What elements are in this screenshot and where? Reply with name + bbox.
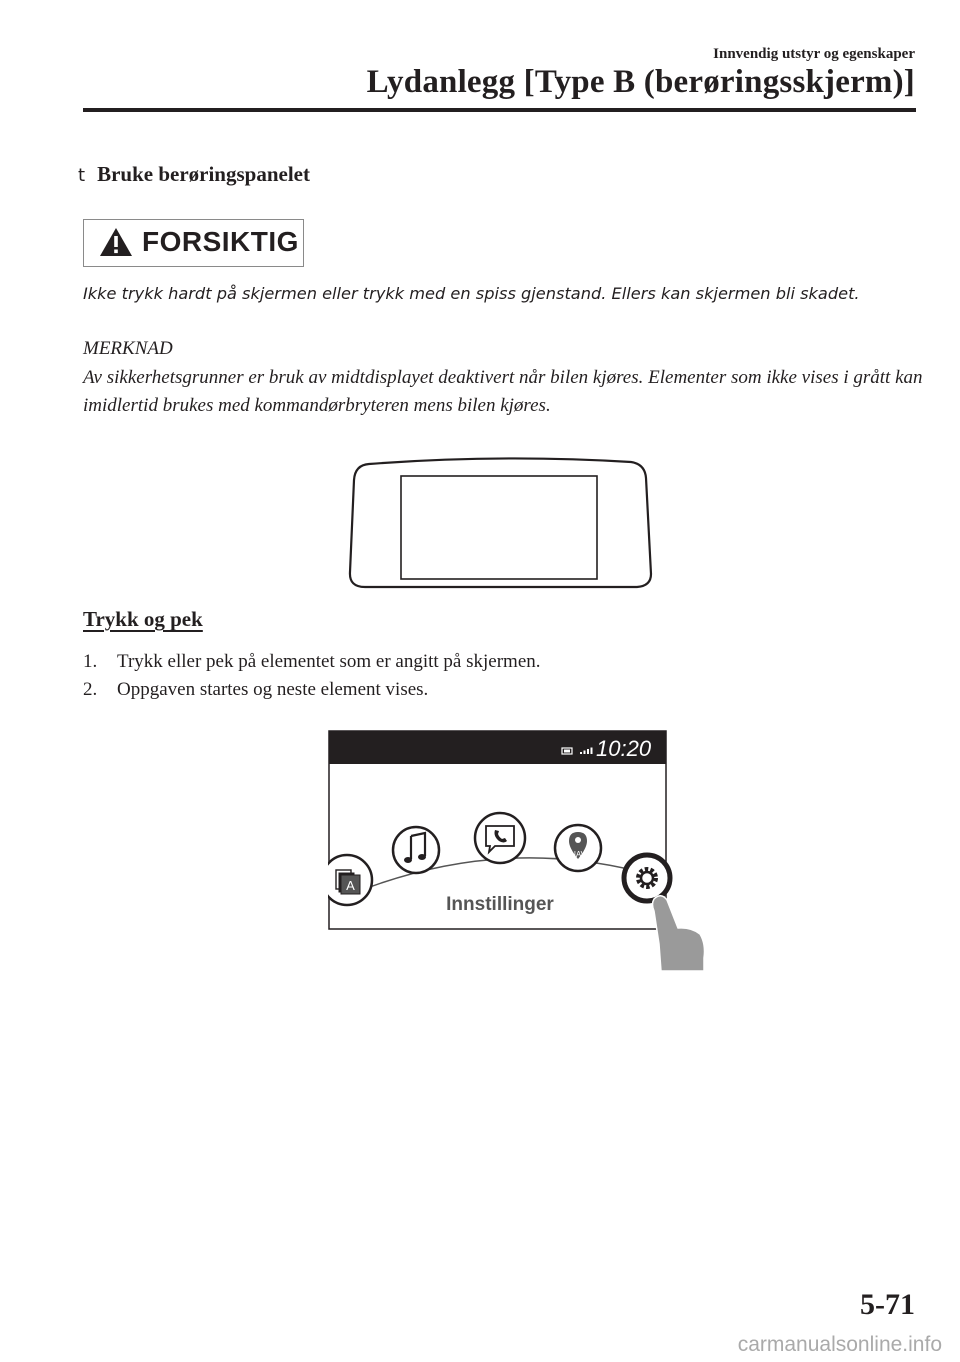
subsection-heading: Trykk og pek <box>83 607 203 631</box>
steps-list <box>83 648 541 704</box>
warning-icon <box>99 227 133 257</box>
center-display-illustration <box>345 456 655 591</box>
caution-box <box>83 219 304 267</box>
page-title: Lydanlegg [Type B (berøringsskjerm)] <box>366 64 915 100</box>
section-heading: Bruke berøringspanelet <box>97 162 310 186</box>
chapter-subtitle: Innvendig utstyr og egenskaper <box>713 46 915 62</box>
section-marker: t <box>78 165 86 186</box>
navigation-icon[interactable] <box>555 825 601 871</box>
svg-text:A: A <box>346 878 355 893</box>
applications-icon[interactable] <box>328 855 372 905</box>
section-heading-row <box>78 162 310 187</box>
phone-icon[interactable] <box>475 813 525 863</box>
finger-pointer-icon <box>653 896 705 971</box>
list-item: 1. Trykk eller pek på elementet som er angitt på skjermen. <box>83 651 541 672</box>
header-rule <box>83 108 916 112</box>
clock-time: 10:20 <box>596 736 652 761</box>
home-screen-illustration <box>328 730 708 975</box>
caution-label: FORSIKTIG <box>142 226 299 257</box>
music-icon[interactable] <box>393 827 439 873</box>
page-number: 5-71 <box>860 1288 915 1321</box>
selected-item-label: Innstillinger <box>446 894 554 915</box>
note-title: MERKNAD <box>83 338 173 359</box>
svg-text:NAV: NAV <box>570 850 586 859</box>
settings-icon[interactable] <box>624 855 670 901</box>
caution-text: Ikke trykk hardt på skjermen eller trykk med en spiss gjenstand. Ellers kan skjermen bli skadet. <box>83 284 860 303</box>
list-item: 2. Oppgaven startes og neste element vises. <box>83 679 429 700</box>
site-watermark: carmanualsonline.info <box>737 1333 942 1356</box>
note-text: Av sikkerhetsgrunner er bruk av midtdisplayet deaktivert når bilen kjøres. Elementer som ikke vises i grått kan imidlertid brukes med kommandørbryteren mens bilen kjøres. <box>83 367 923 416</box>
